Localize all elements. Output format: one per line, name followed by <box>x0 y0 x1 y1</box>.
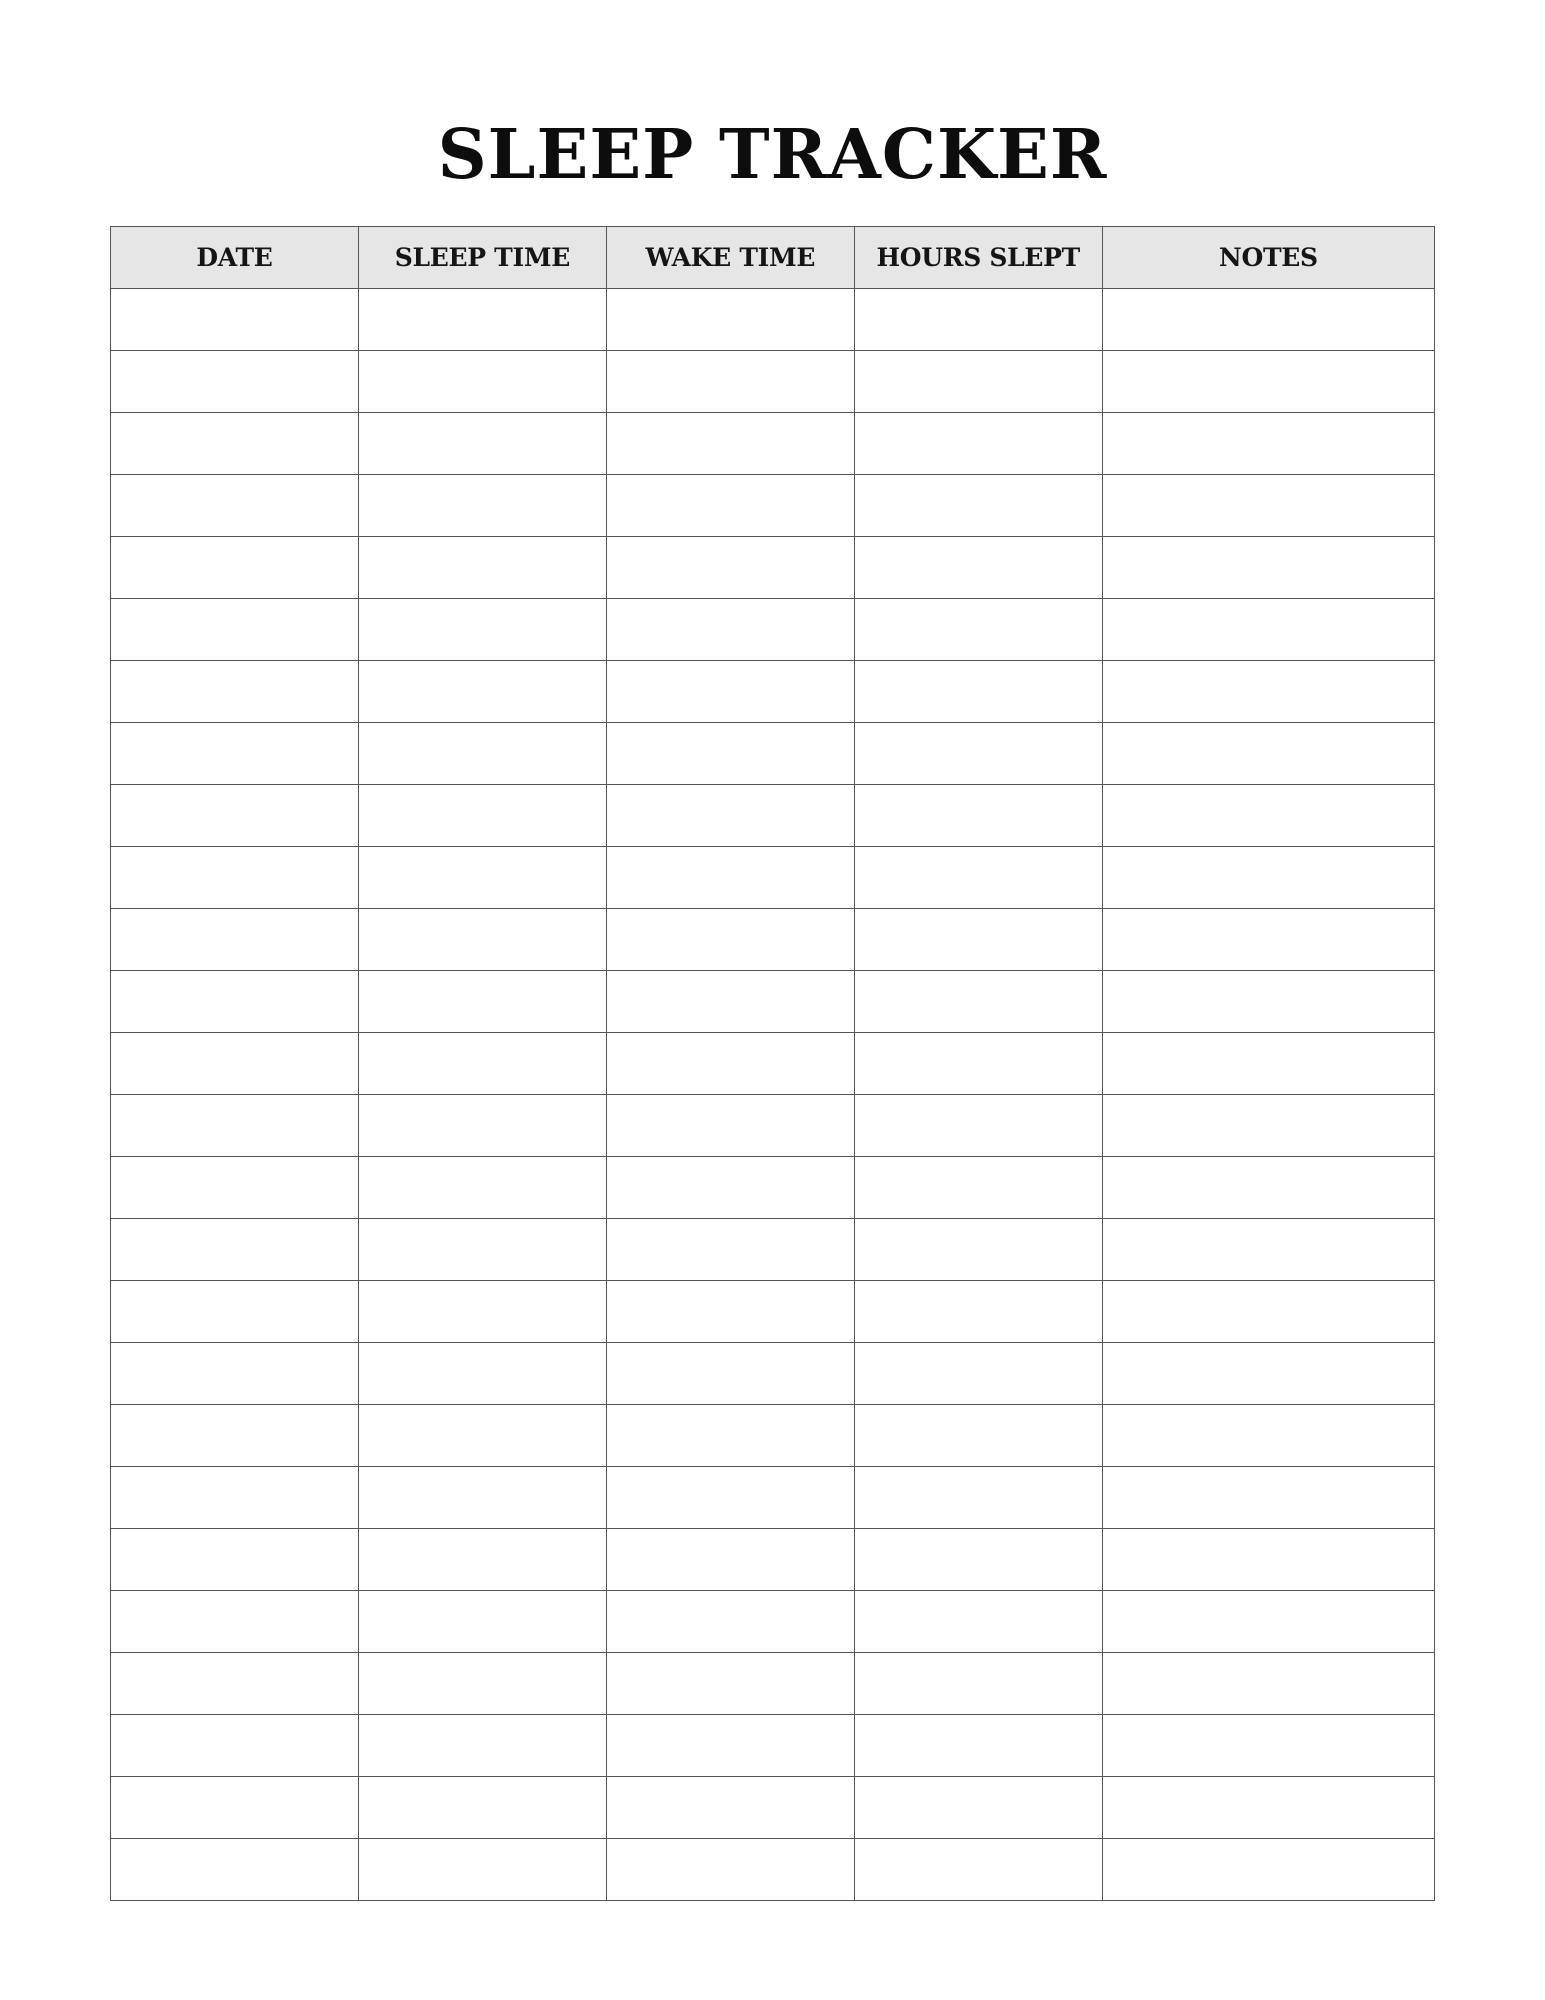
cell-sleep-time[interactable] <box>358 537 606 599</box>
cell-hours-slept[interactable] <box>854 971 1102 1033</box>
cell-wake-time[interactable] <box>606 599 854 661</box>
sleep-tracker-table <box>110 226 1435 1901</box>
table-row <box>111 847 1435 909</box>
table-row <box>111 661 1435 723</box>
cell-date[interactable] <box>111 847 359 909</box>
cell-notes[interactable] <box>1102 847 1434 909</box>
cell-notes[interactable] <box>1102 785 1434 847</box>
cell-notes[interactable] <box>1102 1777 1434 1839</box>
cell-notes[interactable] <box>1102 1095 1434 1157</box>
cell-hours-slept[interactable] <box>854 847 1102 909</box>
column-header-date: DATE <box>111 227 359 289</box>
cell-date[interactable] <box>111 1653 359 1715</box>
cell-sleep-time[interactable] <box>358 475 606 537</box>
cell-sleep-time[interactable] <box>358 1157 606 1219</box>
cell-notes[interactable] <box>1102 1839 1434 1901</box>
table-row <box>111 289 1435 351</box>
cell-hours-slept[interactable] <box>854 1281 1102 1343</box>
cell-hours-slept[interactable] <box>854 1405 1102 1467</box>
table-row <box>111 785 1435 847</box>
cell-sleep-time[interactable] <box>358 1033 606 1095</box>
cell-notes[interactable] <box>1102 1653 1434 1715</box>
cell-sleep-time[interactable] <box>358 1281 606 1343</box>
cell-notes[interactable] <box>1102 475 1434 537</box>
column-header-wake-time: WAKE TIME <box>606 227 854 289</box>
cell-sleep-time[interactable] <box>358 1591 606 1653</box>
cell-wake-time[interactable] <box>606 661 854 723</box>
table-row <box>111 1529 1435 1591</box>
cell-wake-time[interactable] <box>606 1157 854 1219</box>
cell-date[interactable] <box>111 1095 359 1157</box>
cell-notes[interactable] <box>1102 537 1434 599</box>
table-row <box>111 909 1435 971</box>
cell-sleep-time[interactable] <box>358 351 606 413</box>
cell-wake-time[interactable] <box>606 1281 854 1343</box>
cell-date[interactable] <box>111 537 359 599</box>
cell-date[interactable] <box>111 475 359 537</box>
cell-date[interactable] <box>111 599 359 661</box>
cell-date[interactable] <box>111 1529 359 1591</box>
cell-sleep-time[interactable] <box>358 661 606 723</box>
cell-date[interactable] <box>111 1715 359 1777</box>
cell-sleep-time[interactable] <box>358 1095 606 1157</box>
cell-date[interactable] <box>111 1467 359 1529</box>
cell-sleep-time[interactable] <box>358 1653 606 1715</box>
cell-wake-time[interactable] <box>606 1033 854 1095</box>
cell-date[interactable] <box>111 1281 359 1343</box>
cell-hours-slept[interactable] <box>854 599 1102 661</box>
cell-hours-slept[interactable] <box>854 1219 1102 1281</box>
table-row <box>111 1033 1435 1095</box>
cell-date[interactable] <box>111 1219 359 1281</box>
cell-sleep-time[interactable] <box>358 1839 606 1901</box>
cell-wake-time[interactable] <box>606 1591 854 1653</box>
cell-notes[interactable] <box>1102 1281 1434 1343</box>
cell-date[interactable] <box>111 1343 359 1405</box>
cell-hours-slept[interactable] <box>854 661 1102 723</box>
cell-hours-slept[interactable] <box>854 351 1102 413</box>
cell-date[interactable] <box>111 723 359 785</box>
cell-hours-slept[interactable] <box>854 1839 1102 1901</box>
cell-date[interactable] <box>111 1033 359 1095</box>
cell-wake-time[interactable] <box>606 785 854 847</box>
cell-sleep-time[interactable] <box>358 599 606 661</box>
cell-notes[interactable] <box>1102 1529 1434 1591</box>
table-row <box>111 1467 1435 1529</box>
cell-date[interactable] <box>111 351 359 413</box>
cell-wake-time[interactable] <box>606 537 854 599</box>
cell-sleep-time[interactable] <box>358 909 606 971</box>
cell-sleep-time[interactable] <box>358 785 606 847</box>
cell-wake-time[interactable] <box>606 413 854 475</box>
cell-wake-time[interactable] <box>606 1343 854 1405</box>
cell-notes[interactable] <box>1102 1219 1434 1281</box>
cell-hours-slept[interactable] <box>854 413 1102 475</box>
cell-wake-time[interactable] <box>606 1839 854 1901</box>
cell-hours-slept[interactable] <box>854 1095 1102 1157</box>
cell-hours-slept[interactable] <box>854 1157 1102 1219</box>
table-row <box>111 1715 1435 1777</box>
table-row <box>111 1405 1435 1467</box>
table-row <box>111 413 1435 475</box>
cell-hours-slept[interactable] <box>854 1653 1102 1715</box>
cell-hours-slept[interactable] <box>854 1467 1102 1529</box>
table-row <box>111 475 1435 537</box>
cell-notes[interactable] <box>1102 599 1434 661</box>
cell-notes[interactable] <box>1102 1715 1434 1777</box>
column-header-hours-slept: HOURS SLEPT <box>854 227 1102 289</box>
cell-notes[interactable] <box>1102 1591 1434 1653</box>
cell-notes[interactable] <box>1102 909 1434 971</box>
cell-date[interactable] <box>111 661 359 723</box>
cell-notes[interactable] <box>1102 723 1434 785</box>
cell-sleep-time[interactable] <box>358 289 606 351</box>
cell-notes[interactable] <box>1102 1343 1434 1405</box>
cell-date[interactable] <box>111 785 359 847</box>
cell-wake-time[interactable] <box>606 1777 854 1839</box>
table-row <box>111 1095 1435 1157</box>
table-row <box>111 1343 1435 1405</box>
cell-notes[interactable] <box>1102 1157 1434 1219</box>
table-row <box>111 1281 1435 1343</box>
cell-sleep-time[interactable] <box>358 971 606 1033</box>
cell-hours-slept[interactable] <box>854 1033 1102 1095</box>
cell-date[interactable] <box>111 1591 359 1653</box>
cell-notes[interactable] <box>1102 1467 1434 1529</box>
cell-notes[interactable] <box>1102 1405 1434 1467</box>
cell-sleep-time[interactable] <box>358 847 606 909</box>
cell-date[interactable] <box>111 1157 359 1219</box>
cell-hours-slept[interactable] <box>854 537 1102 599</box>
cell-notes[interactable] <box>1102 971 1434 1033</box>
table-row <box>111 1839 1435 1901</box>
cell-wake-time[interactable] <box>606 847 854 909</box>
table-row <box>111 351 1435 413</box>
table-row <box>111 537 1435 599</box>
cell-wake-time[interactable] <box>606 475 854 537</box>
cell-wake-time[interactable] <box>606 971 854 1033</box>
cell-notes[interactable] <box>1102 351 1434 413</box>
cell-wake-time[interactable] <box>606 351 854 413</box>
cell-hours-slept[interactable] <box>854 475 1102 537</box>
table-header-row <box>111 227 1435 289</box>
table-row <box>111 971 1435 1033</box>
cell-hours-slept[interactable] <box>854 289 1102 351</box>
cell-sleep-time[interactable] <box>358 1405 606 1467</box>
table-row <box>111 1219 1435 1281</box>
cell-notes[interactable] <box>1102 1033 1434 1095</box>
cell-sleep-time[interactable] <box>358 1777 606 1839</box>
cell-sleep-time[interactable] <box>358 1343 606 1405</box>
cell-date[interactable] <box>111 971 359 1033</box>
column-header-notes: NOTES <box>1102 227 1434 289</box>
cell-notes[interactable] <box>1102 413 1434 475</box>
cell-sleep-time[interactable] <box>358 1467 606 1529</box>
table-row <box>111 723 1435 785</box>
cell-wake-time[interactable] <box>606 723 854 785</box>
cell-wake-time[interactable] <box>606 1715 854 1777</box>
cell-hours-slept[interactable] <box>854 1777 1102 1839</box>
cell-notes[interactable] <box>1102 289 1434 351</box>
cell-wake-time[interactable] <box>606 1219 854 1281</box>
cell-hours-slept[interactable] <box>854 1591 1102 1653</box>
cell-date[interactable] <box>111 413 359 475</box>
table-body <box>111 289 1435 1901</box>
cell-wake-time[interactable] <box>606 1467 854 1529</box>
cell-wake-time[interactable] <box>606 1095 854 1157</box>
column-header-sleep-time: SLEEP TIME <box>358 227 606 289</box>
cell-wake-time[interactable] <box>606 1405 854 1467</box>
table-row <box>111 1653 1435 1715</box>
cell-sleep-time[interactable] <box>358 413 606 475</box>
cell-date[interactable] <box>111 909 359 971</box>
cell-notes[interactable] <box>1102 661 1434 723</box>
cell-wake-time[interactable] <box>606 909 854 971</box>
table-row <box>111 1157 1435 1219</box>
cell-sleep-time[interactable] <box>358 723 606 785</box>
cell-wake-time[interactable] <box>606 1653 854 1715</box>
cell-wake-time[interactable] <box>606 289 854 351</box>
cell-sleep-time[interactable] <box>358 1219 606 1281</box>
table-row <box>111 1777 1435 1839</box>
cell-sleep-time[interactable] <box>358 1529 606 1591</box>
cell-wake-time[interactable] <box>606 1529 854 1591</box>
cell-date[interactable] <box>111 1839 359 1901</box>
cell-hours-slept[interactable] <box>854 1715 1102 1777</box>
cell-sleep-time[interactable] <box>358 1715 606 1777</box>
table-row <box>111 1591 1435 1653</box>
cell-date[interactable] <box>111 1777 359 1839</box>
cell-date[interactable] <box>111 1405 359 1467</box>
cell-hours-slept[interactable] <box>854 723 1102 785</box>
cell-hours-slept[interactable] <box>854 909 1102 971</box>
cell-date[interactable] <box>111 289 359 351</box>
cell-hours-slept[interactable] <box>854 1529 1102 1591</box>
cell-hours-slept[interactable] <box>854 1343 1102 1405</box>
page-title: SLEEP TRACKER <box>437 115 1108 195</box>
cell-hours-slept[interactable] <box>854 785 1102 847</box>
table-row <box>111 599 1435 661</box>
